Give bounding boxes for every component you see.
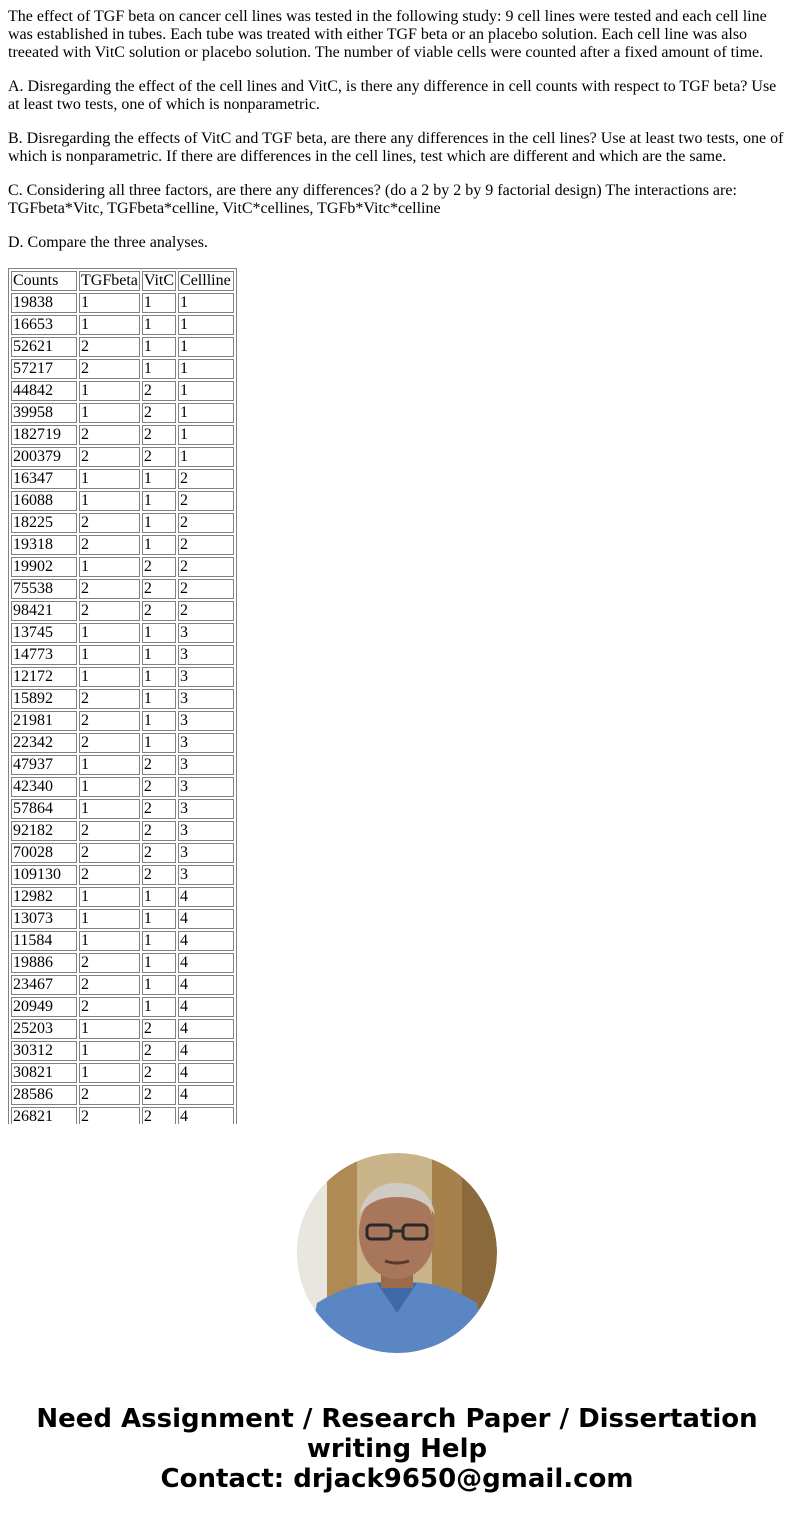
cell-counts: 19318: [11, 535, 77, 555]
cell-cellline: 3: [178, 711, 234, 731]
cell-cellline: 4: [178, 975, 234, 995]
table-row: [11, 733, 234, 753]
cell-cellline: 3: [178, 645, 234, 665]
cell-vitc: 1: [142, 689, 176, 709]
cell-cellline: 4: [178, 909, 234, 929]
cell-cellline: 4: [178, 931, 234, 951]
cell-cellline: 1: [178, 315, 234, 335]
cell-tgfbeta: 1: [79, 777, 140, 797]
footer-line-3: Contact: drjack9650@gmail.com: [160, 1464, 634, 1494]
table-row: [11, 513, 234, 533]
cell-tgfbeta: 1: [79, 381, 140, 401]
cell-cellline: 2: [178, 469, 234, 489]
table-row: [11, 865, 234, 885]
table-row: [11, 579, 234, 599]
cell-cellline: 3: [178, 799, 234, 819]
cell-counts: 30312: [11, 1041, 77, 1061]
table-row: [11, 799, 234, 819]
cell-vitc: 2: [142, 799, 176, 819]
cell-vitc: 2: [142, 865, 176, 885]
cell-tgfbeta: 1: [79, 623, 140, 643]
cell-cellline: 3: [178, 689, 234, 709]
cell-counts: 182719: [11, 425, 77, 445]
cell-counts: 13745: [11, 623, 77, 643]
cell-tgfbeta: 2: [79, 1107, 140, 1124]
cell-counts: 14773: [11, 645, 77, 665]
portrait-photo: [297, 1153, 497, 1353]
table-row: [11, 1063, 234, 1083]
cell-tgfbeta: 2: [79, 711, 140, 731]
cell-cellline: 3: [178, 623, 234, 643]
table-row: [11, 953, 234, 973]
table-row: [11, 689, 234, 709]
cell-vitc: 2: [142, 425, 176, 445]
table-row: [11, 1107, 234, 1124]
cell-tgfbeta: 2: [79, 843, 140, 863]
cell-counts: 21981: [11, 711, 77, 731]
cell-vitc: 1: [142, 535, 176, 555]
table-row: [11, 381, 234, 401]
table-row: [11, 315, 234, 335]
table-row: [11, 843, 234, 863]
cell-vitc: 1: [142, 645, 176, 665]
cell-counts: 57217: [11, 359, 77, 379]
header-tgfbeta: TGFbeta: [81, 272, 138, 289]
table-row: [11, 1085, 234, 1105]
cell-vitc: 2: [142, 579, 176, 599]
cell-vitc: 2: [142, 1085, 176, 1105]
table-row: [11, 601, 234, 621]
cell-vitc: 2: [142, 403, 176, 423]
cell-vitc: 2: [142, 557, 176, 577]
cell-tgfbeta: 2: [79, 601, 140, 621]
cell-vitc: 2: [142, 381, 176, 401]
cell-cellline: 2: [178, 579, 234, 599]
table-row: [11, 293, 234, 313]
cell-counts: 15892: [11, 689, 77, 709]
cell-vitc: 2: [142, 1041, 176, 1061]
cell-vitc: 1: [142, 733, 176, 753]
cell-counts: 19838: [11, 293, 77, 313]
cell-vitc: 1: [142, 975, 176, 995]
table-row: [11, 447, 234, 467]
cell-counts: 16347: [11, 469, 77, 489]
cell-tgfbeta: 2: [79, 1085, 140, 1105]
cell-counts: 57864: [11, 799, 77, 819]
cell-vitc: 2: [142, 601, 176, 621]
cell-cellline: 3: [178, 865, 234, 885]
cell-tgfbeta: 2: [79, 953, 140, 973]
cell-tgfbeta: 2: [79, 865, 140, 885]
table-row: [11, 469, 234, 489]
cell-tgfbeta: 2: [79, 337, 140, 357]
cell-cellline: 3: [178, 755, 234, 775]
table-row: [11, 491, 234, 511]
table-row: [11, 1019, 234, 1039]
cell-vitc: 2: [142, 755, 176, 775]
cell-cellline: 3: [178, 733, 234, 753]
cell-vitc: 1: [142, 337, 176, 357]
cell-tgfbeta: 1: [79, 1063, 140, 1083]
cell-counts: 25203: [11, 1019, 77, 1039]
cell-vitc: 2: [142, 843, 176, 863]
cell-tgfbeta: 1: [79, 315, 140, 335]
table-row: [11, 755, 234, 775]
cell-cellline: 1: [178, 447, 234, 467]
cell-tgfbeta: 2: [79, 425, 140, 445]
cell-tgfbeta: 1: [79, 293, 140, 313]
table-row: [11, 359, 234, 379]
cell-counts: 75538: [11, 579, 77, 599]
cell-tgfbeta: 2: [79, 975, 140, 995]
table-row: [11, 337, 234, 357]
cell-vitc: 1: [142, 359, 176, 379]
cell-vitc: 1: [142, 667, 176, 687]
cell-counts: 12172: [11, 667, 77, 687]
cell-tgfbeta: 2: [79, 579, 140, 599]
table-row: [11, 711, 234, 731]
cell-vitc: 1: [142, 711, 176, 731]
cell-tgfbeta: 1: [79, 931, 140, 951]
footer-advert: [0, 1404, 794, 1494]
cell-vitc: 1: [142, 887, 176, 907]
cell-tgfbeta: 1: [79, 491, 140, 511]
footer-line-2: writing Help: [306, 1434, 488, 1464]
cell-cellline: 4: [178, 953, 234, 973]
cell-counts: 20949: [11, 997, 77, 1017]
data-table: [8, 268, 237, 1124]
cell-cellline: 4: [178, 1063, 234, 1083]
cell-counts: 47937: [11, 755, 77, 775]
data-table-container: [8, 268, 238, 1124]
cell-tgfbeta: 2: [79, 733, 140, 753]
cell-cellline: 1: [178, 403, 234, 423]
header-cellline: Cellline: [178, 271, 234, 291]
table-row: [11, 821, 234, 841]
cell-counts: 109130: [11, 865, 77, 885]
cell-tgfbeta: 2: [79, 997, 140, 1017]
cell-cellline: 4: [178, 997, 234, 1017]
cell-cellline: 1: [178, 381, 234, 401]
table-header-row: [11, 271, 234, 291]
cell-counts: 42340: [11, 777, 77, 797]
cell-counts: 22342: [11, 733, 77, 753]
table-row: [11, 403, 234, 423]
header-vitc: VitC: [143, 272, 175, 289]
cell-counts: 52621: [11, 337, 77, 357]
cell-counts: 28586: [11, 1085, 77, 1105]
cell-cellline: 4: [178, 1107, 234, 1124]
footer-line-1: Need Assignment / Research Paper / Dissertation: [36, 1404, 758, 1434]
cell-tgfbeta: 2: [79, 447, 140, 467]
cell-counts: 98421: [11, 601, 77, 621]
cell-cellline: 3: [178, 667, 234, 687]
cell-counts: 70028: [11, 843, 77, 863]
cell-vitc: 2: [142, 1019, 176, 1039]
cell-tgfbeta: 1: [79, 1019, 140, 1039]
question-d: D. Compare the three analyses.: [8, 234, 208, 251]
cell-counts: 19886: [11, 953, 77, 973]
cell-tgfbeta: 2: [79, 689, 140, 709]
cell-cellline: 3: [178, 821, 234, 841]
cell-tgfbeta: 1: [79, 469, 140, 489]
cell-counts: 13073: [11, 909, 77, 929]
table-row: [11, 975, 234, 995]
cell-vitc: 1: [142, 293, 176, 313]
cell-counts: 16088: [11, 491, 77, 511]
question-a: A. Disregarding the effect of the cell lines and VitC, is there any difference in cell counts with respect to TGF beta? Use at least two tests, one of which is nonparametric.: [8, 78, 777, 113]
cell-vitc: 2: [142, 447, 176, 467]
question-c: C. Considering all three factors, are there any differences? (do a 2 by 2 by 9 factorial design) The interactions are: TGFbeta*Vitc, TGFbeta*celline, VitC*cellines, TGFb*Vitc*celline: [8, 182, 737, 217]
cell-tgfbeta: 1: [79, 755, 140, 775]
cell-counts: 200379: [11, 447, 77, 467]
cell-cellline: 4: [178, 887, 234, 907]
cell-tgfbeta: 1: [79, 799, 140, 819]
table-body: [11, 293, 234, 1124]
cell-vitc: 2: [142, 777, 176, 797]
cell-tgfbeta: 1: [79, 1041, 140, 1061]
cell-counts: 30821: [11, 1063, 77, 1083]
table-row: [11, 931, 234, 951]
cell-cellline: 2: [178, 557, 234, 577]
table-row: [11, 1041, 234, 1061]
table-row: [11, 909, 234, 929]
table-row: [11, 997, 234, 1017]
cell-cellline: 2: [178, 601, 234, 621]
cell-vitc: 2: [142, 1063, 176, 1083]
cell-vitc: 2: [142, 1107, 176, 1124]
cell-vitc: 1: [142, 513, 176, 533]
cell-tgfbeta: 2: [79, 513, 140, 533]
cell-vitc: 2: [142, 821, 176, 841]
cell-counts: 18225: [11, 513, 77, 533]
cell-vitc: 1: [142, 491, 176, 511]
table-row: [11, 557, 234, 577]
intro-paragraph: The effect of TGF beta on cancer cell lines was tested in the following study: 9 cell lines were tested and each cell line was established in tubes. Each tube was treated with either TGF beta or an placebo solution. Each cell line was also treeated with VitC solution or placebo solution. The number of viable cells were counted after a fixed amount of time.: [8, 8, 767, 61]
cell-cellline: 3: [178, 777, 234, 797]
cell-counts: 11584: [11, 931, 77, 951]
cell-counts: 16653: [11, 315, 77, 335]
cell-cellline: 1: [178, 293, 234, 313]
table-row: [11, 425, 234, 445]
cell-cellline: 2: [178, 513, 234, 533]
cell-vitc: 1: [142, 931, 176, 951]
cell-cellline: 2: [178, 535, 234, 555]
cell-counts: 92182: [11, 821, 77, 841]
avatar: [297, 1153, 497, 1353]
cell-cellline: 4: [178, 1085, 234, 1105]
cell-vitc: 1: [142, 997, 176, 1017]
document-body: [8, 0, 786, 268]
cell-counts: 39958: [11, 403, 77, 423]
cell-tgfbeta: 1: [79, 667, 140, 687]
header-counts: Counts: [11, 271, 77, 291]
cell-vitc: 1: [142, 623, 176, 643]
table-row: [11, 645, 234, 665]
table-row: [11, 623, 234, 643]
cell-tgfbeta: 1: [79, 887, 140, 907]
cell-tgfbeta: 2: [79, 359, 140, 379]
cell-vitc: 1: [142, 953, 176, 973]
table-row: [11, 667, 234, 687]
table-row: [11, 777, 234, 797]
cell-counts: 26821: [11, 1107, 77, 1124]
cell-vitc: 1: [142, 909, 176, 929]
cell-cellline: 1: [178, 425, 234, 445]
cell-vitc: 1: [142, 315, 176, 335]
cell-tgfbeta: 1: [79, 909, 140, 929]
question-b: B. Disregarding the effects of VitC and TGF beta, are there any differences in the cell lines? Use at least two tests, one of which is nonparametric. If there are differences in the cell lines, test which are different and which are the same.: [8, 130, 784, 165]
cell-counts: 12982: [11, 887, 77, 907]
cell-cellline: 4: [178, 1041, 234, 1061]
cell-tgfbeta: 2: [79, 535, 140, 555]
cell-counts: 23467: [11, 975, 77, 995]
cell-tgfbeta: 1: [79, 645, 140, 665]
cell-cellline: 1: [178, 337, 234, 357]
table-row: [11, 535, 234, 555]
cell-cellline: 1: [178, 359, 234, 379]
cell-tgfbeta: 1: [79, 403, 140, 423]
cell-tgfbeta: 1: [79, 557, 140, 577]
cell-counts: 19902: [11, 557, 77, 577]
table-row: [11, 887, 234, 907]
cell-counts: 44842: [11, 381, 77, 401]
cell-cellline: 4: [178, 1019, 234, 1039]
cell-cellline: 2: [178, 491, 234, 511]
cell-vitc: 1: [142, 469, 176, 489]
cell-cellline: 3: [178, 843, 234, 863]
cell-tgfbeta: 2: [79, 821, 140, 841]
